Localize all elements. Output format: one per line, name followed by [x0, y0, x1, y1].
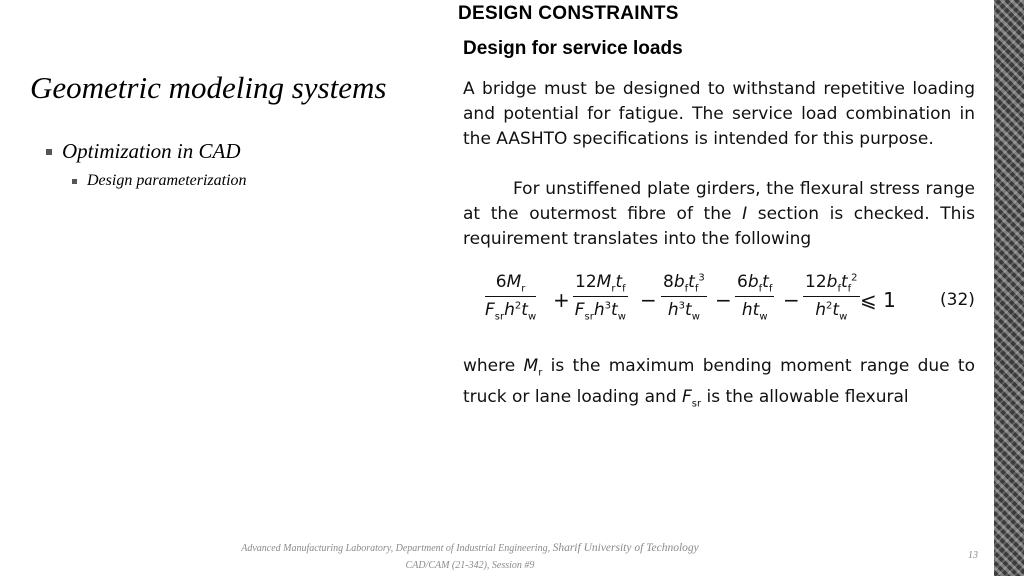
footer-course: CAD/CAM (21-342), Session #9: [405, 560, 535, 571]
bullet-item-level2: [72, 172, 247, 190]
page-number: 13: [968, 550, 978, 561]
less-or-equal-one: ⩽ 1: [860, 288, 896, 312]
paragraph-text: section is checked. This requirement translates into the following: [463, 204, 975, 249]
equation-term: $12b_ft_f^2$ $h^2t_w$: [805, 272, 858, 323]
variable-I: I: [742, 204, 748, 224]
equation-term: $12M_rt_f$ $F_{sr}h^3t_w$: [574, 272, 626, 323]
flexural-stress-equation: [485, 272, 985, 332]
scan-subheading: Design for service loads: [463, 38, 683, 59]
footer-affiliation: [0, 542, 940, 554]
bullet-text: Design parameterization: [87, 172, 247, 189]
equation-term: $8b_ft_f^3$ $h^3t_w$: [663, 272, 705, 323]
decorative-edge-strip: [991, 0, 1024, 576]
scanned-text-image: [455, 0, 985, 410]
minus-sign: −: [783, 288, 800, 312]
paragraph-text: where: [463, 356, 524, 376]
paragraph-text: For unstiffened plate girders, the flexural stress range at the outermost fibre of the: [463, 179, 975, 224]
variable-F: F: [682, 387, 692, 408]
scan-heading: DESIGN CONSTRAINTS: [458, 3, 679, 24]
minus-sign: −: [715, 288, 732, 312]
footer-university: Sharif University of Technology: [552, 542, 699, 554]
bullet-item-level1: [46, 139, 241, 164]
scan-paragraph-3: [463, 354, 975, 417]
subscript: r: [538, 367, 543, 379]
scan-paragraph-1: A bridge must be designed to withstand repetitive loading and potential for fatigue. The service load combination in the AASHTO specifications is intended for this purpose.: [463, 79, 975, 149]
square-bullet-icon: [72, 179, 77, 184]
subscript: sr: [691, 398, 702, 410]
scan-paragraph-2: [463, 177, 975, 252]
paragraph-text: is the allowable flexural: [701, 387, 909, 408]
footer-lab: Advanced Manufacturing Laboratory, Department of Industrial Engineering,: [241, 543, 553, 554]
equation-term: $6M_r$ $F_{sr}h^2t_w$: [485, 272, 537, 323]
minus-sign: −: [640, 288, 657, 312]
variable-M: M: [523, 356, 539, 376]
slide-title: Geometric modeling systems: [30, 70, 387, 105]
equation-term: $6b_ft_f$ $ht_w$: [737, 272, 773, 323]
square-bullet-icon: [46, 149, 52, 155]
bullet-text: Optimization in CAD: [62, 139, 241, 163]
plus-sign: +: [553, 288, 570, 312]
paragraph-text: is the maximum bending moment range due to truck or lane loading and: [463, 356, 975, 408]
equation-number: (32): [940, 290, 975, 310]
